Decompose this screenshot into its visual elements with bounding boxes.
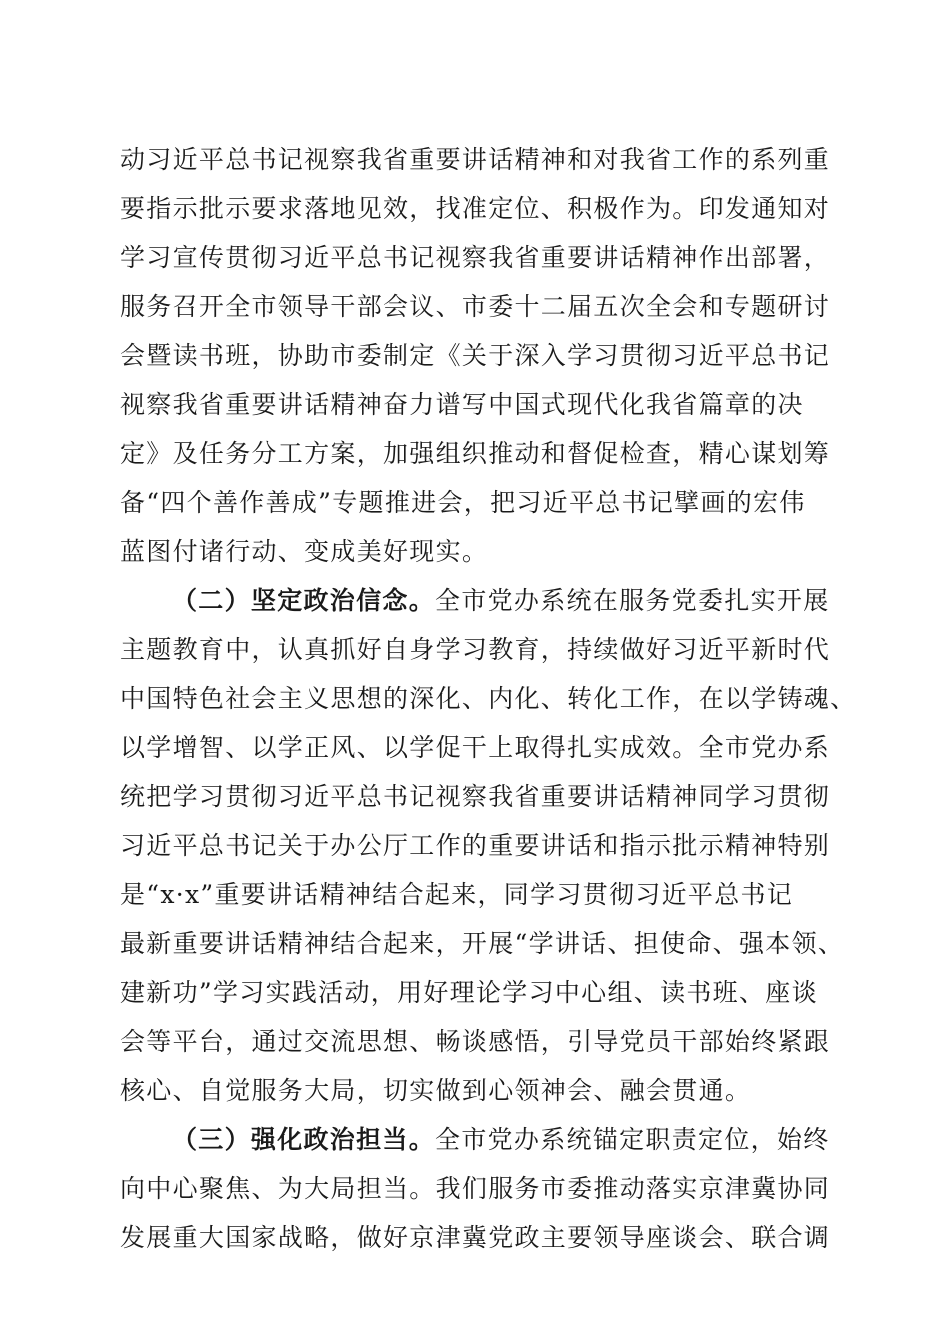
- text-run: 全市党办系统在服务党委扎实开展: [435, 586, 830, 615]
- text-line: 服务召开全市领导干部会议、市委十二届五次全会和专题研讨: [120, 292, 831, 321]
- text-line: 备“四个善作善成”专题推进会，把习近平总书记擘画的宏伟: [120, 488, 806, 517]
- text-line: 核心、自觉服务大局，切实做到心领神会、融会贯通。: [120, 1076, 752, 1105]
- text-line: 向中心聚焦、为大局担当。我们服务市委推动落实京津冀协同: [120, 1174, 831, 1203]
- text-line: 习近平总书记关于办公厅工作的重要讲话和指示批示精神特别: [120, 831, 831, 860]
- text-line: 动习近平总书记视察我省重要讲话精神和对我省工作的系列重: [120, 145, 831, 174]
- paragraph-first-line: [172, 1120, 830, 1160]
- text-run: 全市党办系统锚定职责定位，始终: [435, 1125, 830, 1154]
- text-line: 发展重大国家战略，做好京津冀党政主要领导座谈会、联合调: [120, 1223, 831, 1252]
- paragraph-first-line: [172, 581, 830, 621]
- text-line: 学习宣传贯彻习近平总书记视察我省重要讲话精神作出部署，: [120, 243, 831, 272]
- text-line: 会暨读书班，协助市委制定《关于深入学习贯彻习近平总书记: [120, 341, 831, 370]
- text-line: 是“x·x”重要讲话精神结合起来，同学习贯彻习近平总书记: [120, 880, 794, 909]
- text-line: 蓝图付诸行动、变成美好现实。: [120, 537, 489, 566]
- section-heading: （二）坚定政治信念。: [172, 586, 436, 615]
- text-line: 要指示批示要求落地见效，找准定位、积极作为。印发通知对: [120, 194, 831, 223]
- text-line: 视察我省重要讲话精神奋力谱写中国式现代化我省篇章的决: [120, 390, 804, 419]
- text-line: 建新功”学习实践活动，用好理论学习中心组、读书班、座谈: [120, 978, 818, 1007]
- text-line: 以学增智、以学正风、以学促干上取得扎实成效。全市党办系: [120, 733, 831, 762]
- text-line: 定》及任务分工方案，加强组织推动和督促检查，精心谋划筹: [120, 439, 831, 468]
- text-line: 最新重要讲话精神结合起来，开展“学讲话、担使命、强本领、: [120, 929, 845, 958]
- section-heading: （三）强化政治担当。: [172, 1125, 436, 1154]
- text-line: 统把学习贯彻习近平总书记视察我省重要讲话精神同学习贯彻: [120, 782, 831, 811]
- text-line: 会等平台，通过交流思想、畅谈感悟，引导党员干部始终紧跟: [120, 1027, 831, 1056]
- text-line: 主题教育中，认真抓好自身学习教育，持续做好习近平新时代: [120, 635, 831, 664]
- text-line: 中国特色社会主义思想的深化、内化、转化工作，在以学铸魂、: [120, 684, 857, 713]
